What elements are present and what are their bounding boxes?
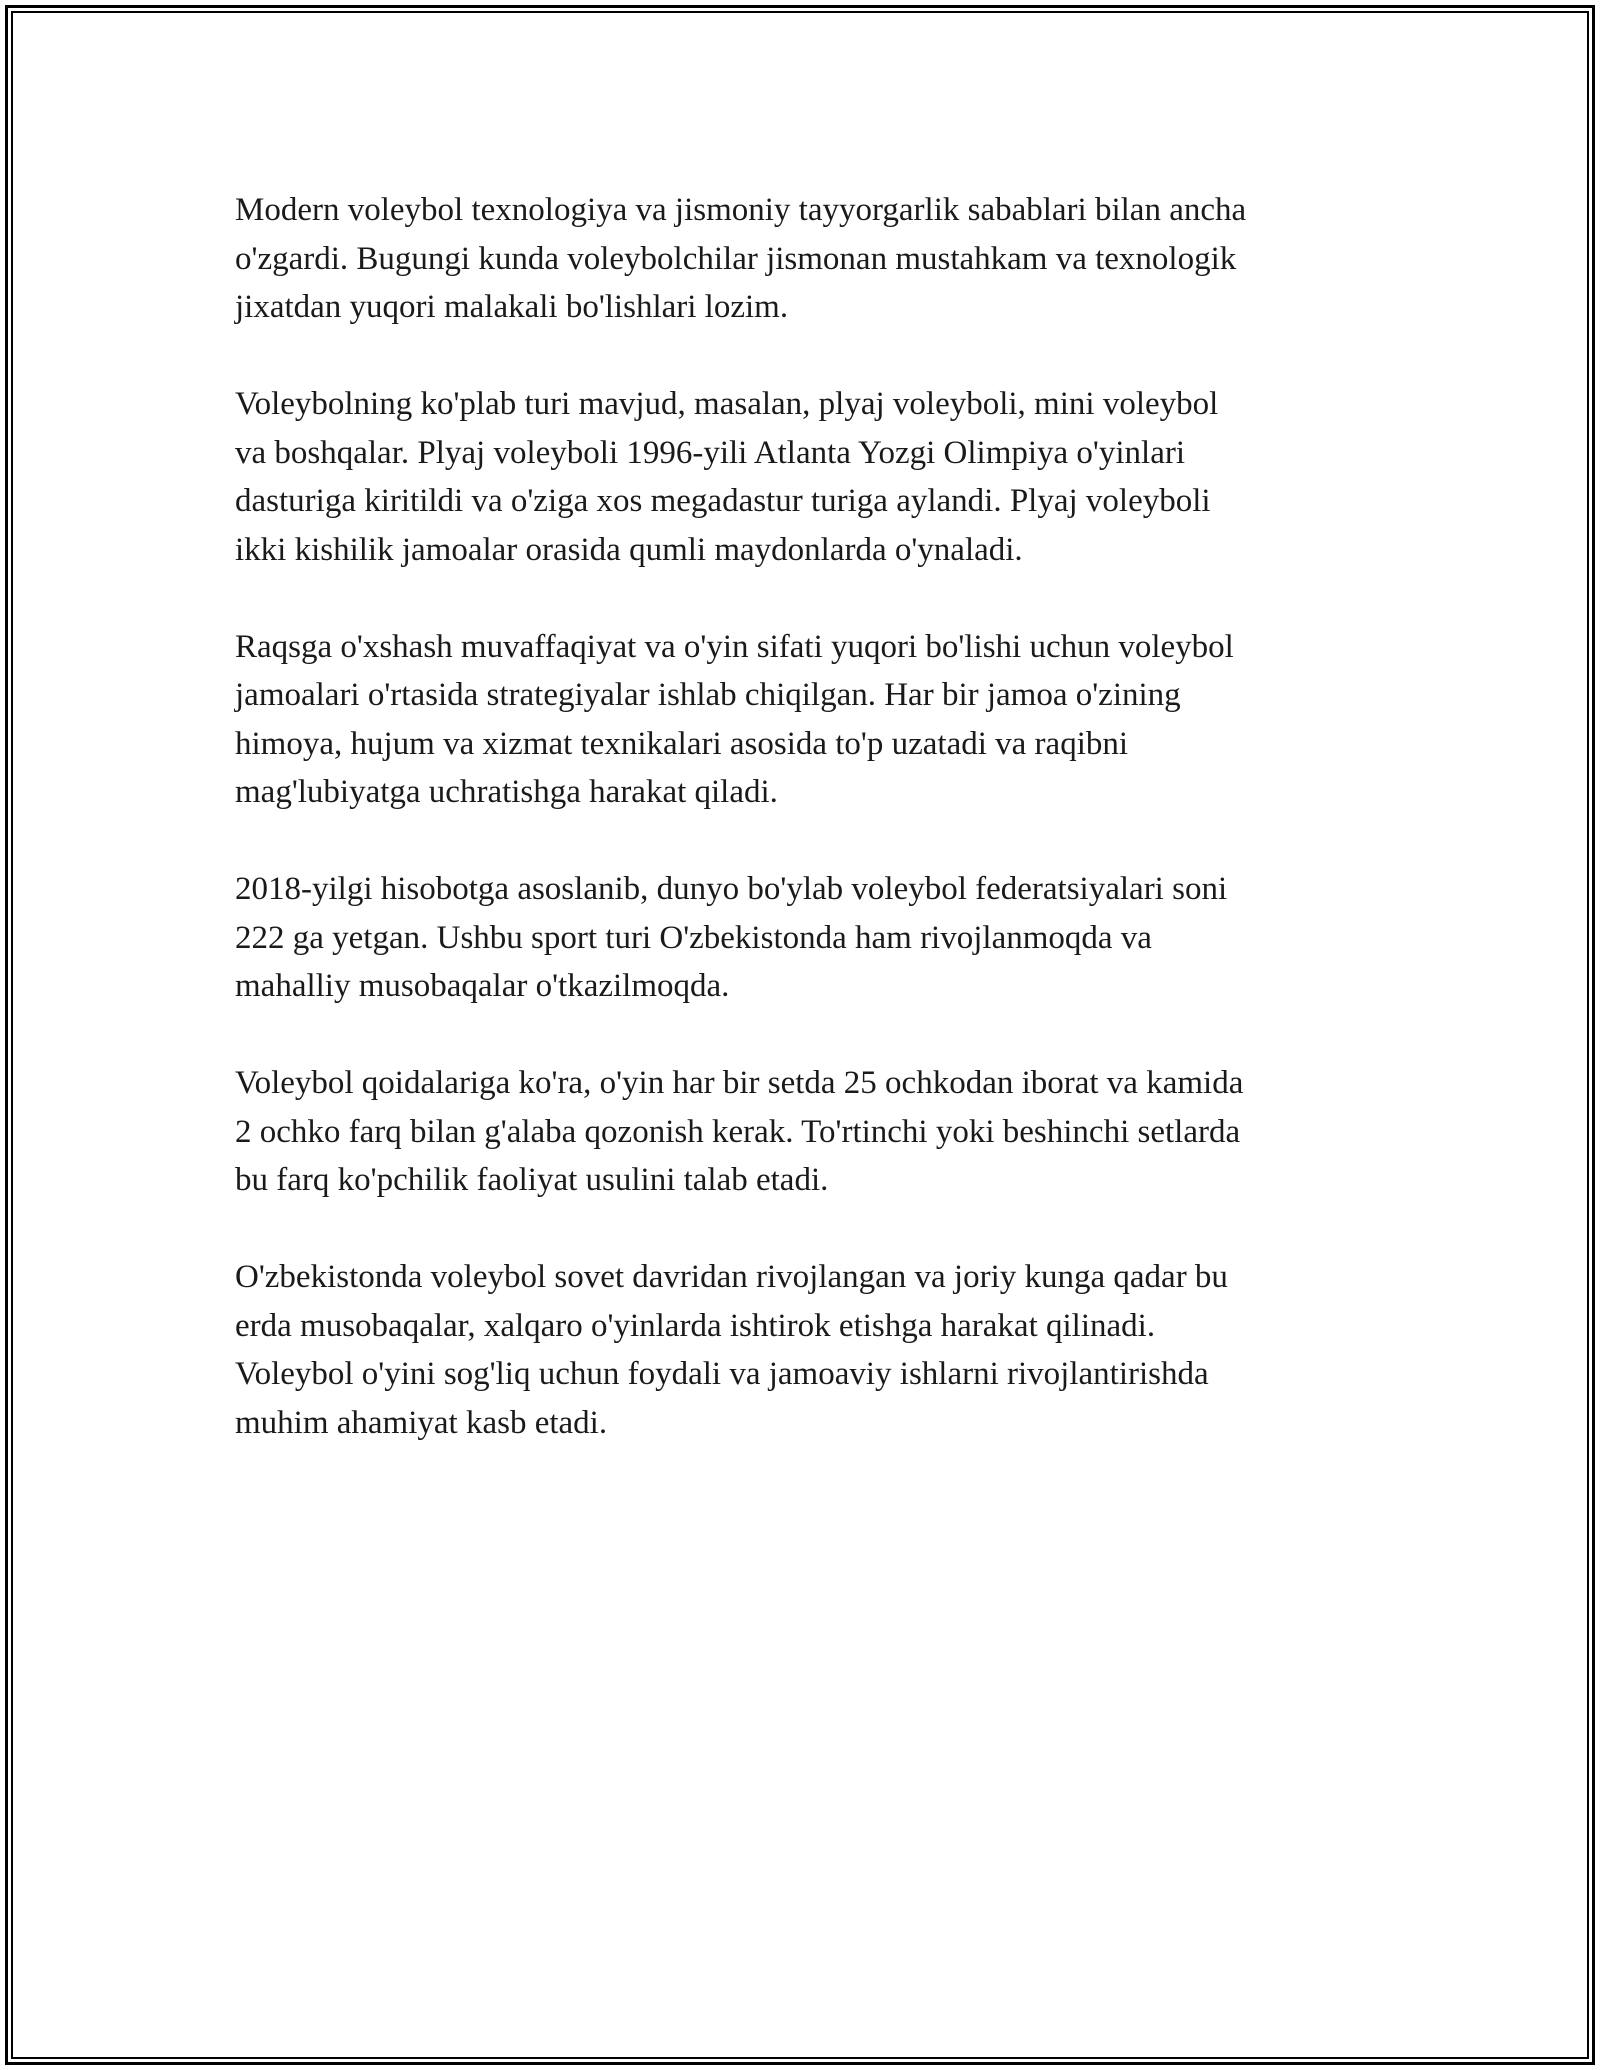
- paragraph-6: [235, 1253, 1375, 1447]
- text-line: Voleybol o'yini sog'liq uchun foydali va jamoaviy ishlarni rivojlantirishda: [235, 1356, 1209, 1392]
- text-line: mag'lubiyatga uchratishga harakat qiladi.: [235, 774, 778, 810]
- text-line: bu farq ko'pchilik faoliyat usulini talab etadi.: [235, 1162, 829, 1198]
- text-line: erda musobaqalar, xalqaro o'yinlarda ishtirok etishga harakat qilinadi.: [235, 1307, 1156, 1344]
- text-line: dasturiga kiritildi va o'ziga xos megadastur turiga aylandi. Plyaj voleyboli: [235, 483, 1211, 519]
- text-line: 2018-yilgi hisobotga asoslanib, dunyo bo'ylab voleybol federatsiyalari soni: [235, 871, 1228, 907]
- text-line: jixatdan yuqori malakali bo'lishlari lozim.: [235, 289, 789, 325]
- text-line: O'zbekistonda voleybol sovet davridan rivojlangan va joriy kunga qadar bu: [235, 1259, 1228, 1295]
- paragraph-5: [235, 1059, 1375, 1205]
- text-line: Voleybolning ko'plab turi mavjud, masalan, plyaj voleyboli, mini voleybol: [235, 386, 1219, 422]
- text-line: himoya, hujum va xizmat texnikalari asosida to'p uzatadi va raqibni: [235, 725, 1129, 762]
- text-line: ikki kishilik jamoalar orasida qumli maydonlarda o'ynaladi.: [235, 531, 1023, 568]
- text-line: va boshqalar. Plyaj voleyboli 1996-yili Atlanta Yozgi Olimpiya o'yinlari: [235, 434, 1186, 471]
- text-line: Modern voleybol texnologiya va jismoniy tayyorgarlik sabablari bilan ancha: [235, 192, 1247, 228]
- text-line: jamoalari o'rtasida strategiyalar ishlab chiqilgan. Har bir jamoa o'zining: [235, 677, 1181, 713]
- text-line: o'zgardi. Bugungi kunda voleybolchilar jismonan mustahkam va texnologik: [235, 240, 1237, 277]
- document-body: [235, 186, 1375, 1496]
- text-line: Voleybol qoidalariga ko'ra, o'yin har bir setda 25 ochkodan iborat va kamida: [235, 1065, 1244, 1101]
- paragraph-4: [235, 865, 1375, 1011]
- paragraph-1: [235, 186, 1375, 332]
- text-line: 222 ga yetgan. Ushbu sport turi O'zbekistonda ham rivojlanmoqda va: [235, 919, 1152, 956]
- text-line: mahalliy musobaqalar o'tkazilmoqda.: [235, 968, 730, 1004]
- text-line: 2 ochko farq bilan g'alaba qozonish kerak. To'rtinchi yoki beshinchi setlarda: [235, 1113, 1241, 1150]
- paragraph-3: [235, 623, 1375, 817]
- text-line: Raqsga o'xshash muvaffaqiyat va o'yin sifati yuqori bo'lishi uchun voleybol: [235, 628, 1234, 665]
- paragraph-2: [235, 380, 1375, 574]
- text-line: muhim ahamiyat kasb etadi.: [235, 1404, 608, 1441]
